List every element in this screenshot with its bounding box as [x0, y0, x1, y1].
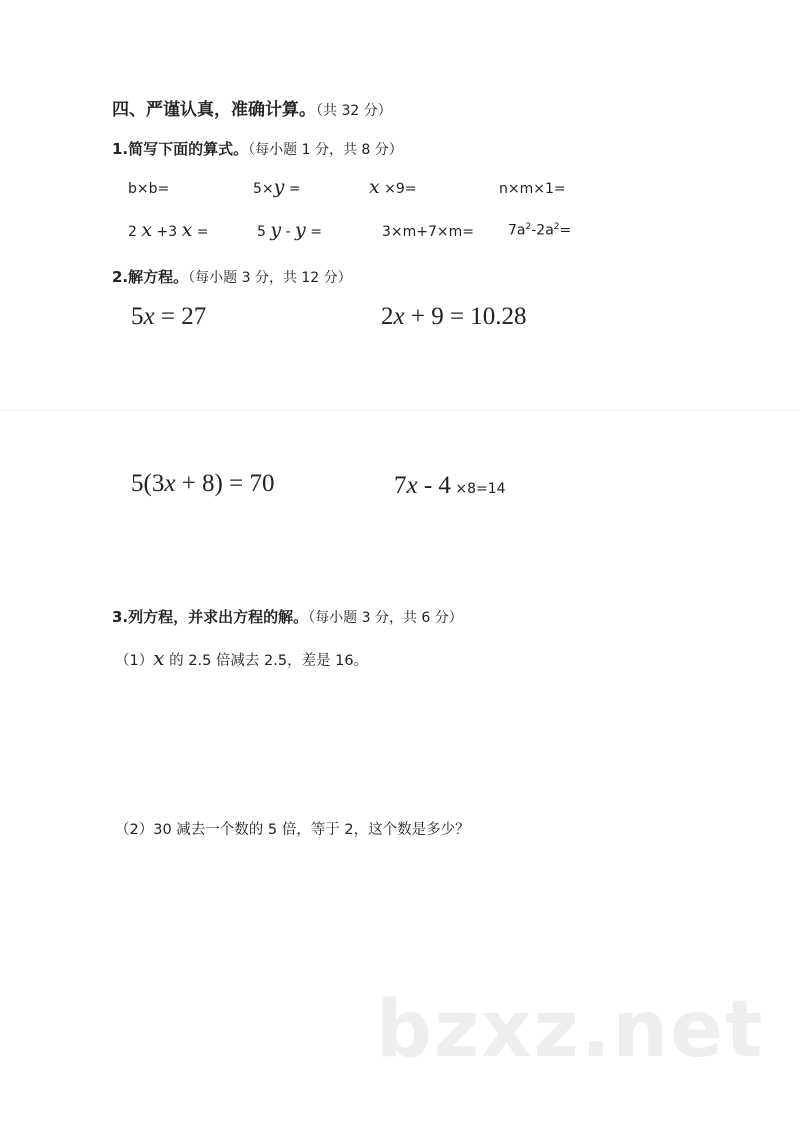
q3-p2-text: 30 减去一个数的 5 倍，等于 2，这个数是多少？ [153, 822, 470, 838]
q2-eq1-coef: 5 [131, 303, 144, 330]
q1-item-6-var2: y [295, 219, 306, 241]
q2-eq4-rest: ×8=14 [450, 481, 506, 497]
q3-p1-text: 的 2.5 倍减去 2.5，差是 16。 [164, 653, 369, 669]
q2-equation-1 [131, 303, 206, 331]
q1-item-3-suffix: ×9= [379, 181, 417, 197]
q1-item-8-exp2: 2 [553, 222, 560, 232]
q1-item-5-var1: x [141, 219, 153, 241]
q1-item-1 [128, 181, 169, 197]
q2-eq4-var: x [406, 472, 418, 499]
q2-eq4-mid: - 4 [417, 472, 451, 499]
q2-eq3-a: 5(3 [131, 470, 165, 497]
q3-note: （每小题 3 分，共 6 分） [308, 610, 463, 626]
q2-equation-4 [394, 472, 506, 500]
q3-p1-number: （1） [115, 653, 154, 669]
q3-title: 3.列方程，并求出方程的解。 [112, 608, 309, 626]
q1-item-6-suffix: = [305, 224, 322, 240]
q3-p1-var: x [153, 646, 165, 670]
watermark: bzxz.net [376, 985, 765, 1075]
q1-item-2 [253, 176, 301, 198]
q2-eq3-rest: + 8) = 70 [175, 470, 275, 497]
q1-item-5-var2: x [181, 219, 193, 241]
q1-item-5-coef: 2 [128, 224, 142, 240]
q3-problem-2 [115, 818, 470, 839]
q1-item-3 [369, 176, 417, 198]
q1-item-2-var: y [273, 176, 285, 198]
q1-item-8-c: = [559, 222, 572, 239]
q1-note: （每小题 1 分，共 8 分） [248, 142, 403, 158]
q1-item-3-var: x [369, 176, 380, 198]
q1-item-4-text: n×m×1= [499, 181, 566, 197]
q2-eq2-coef: 2 [381, 303, 394, 330]
scan-fold-line [0, 410, 800, 411]
section-heading [112, 95, 392, 120]
q1-item-5-suffix: = [192, 224, 209, 240]
q3-p2-number: （2） [115, 822, 154, 838]
q1-item-8-exp1: 2 [525, 222, 532, 232]
q1-item-7-text: 3×m+7×m= [382, 224, 475, 240]
q1-item-2-suffix: = [284, 181, 301, 197]
q1-item-6-coef: 5 [257, 224, 271, 240]
q2-eq2-rest: + 9 = 10.28 [404, 303, 527, 330]
q1-item-8 [508, 222, 571, 239]
q1-item-6-mid: - [281, 224, 296, 240]
q1-heading [112, 138, 403, 159]
q1-title: 1.简写下面的算式。 [112, 140, 249, 158]
q1-item-1-text: b×b= [128, 181, 170, 197]
q3-problem-1 [115, 646, 368, 670]
q2-eq1-rest: = 27 [154, 303, 207, 330]
q2-title: 2.解方程。 [112, 268, 189, 286]
q1-item-7 [382, 224, 474, 240]
q1-item-5 [128, 219, 209, 241]
q1-item-8-b: -2a [531, 222, 554, 239]
q1-item-5-mid: +3 [152, 224, 182, 240]
q2-eq4-coef: 7 [394, 472, 407, 499]
q2-equation-3 [131, 470, 274, 498]
q2-note: （每小题 3 分，共 12 分） [188, 270, 352, 286]
section-points: （共 32 分） [316, 103, 392, 119]
q2-eq2-var: x [393, 303, 405, 330]
q1-item-6 [257, 219, 322, 241]
q1-item-6-var1: y [270, 219, 282, 241]
q1-item-8-a: 7a [508, 222, 526, 239]
q1-item-2-prefix: 5× [253, 181, 274, 197]
q2-eq3-var: x [164, 470, 176, 497]
q2-eq1-var: x [143, 303, 155, 330]
q2-heading [112, 266, 352, 287]
q1-item-4 [499, 181, 566, 197]
section-title: 四、严谨认真，准确计算。 [112, 100, 316, 120]
q2-equation-2 [381, 303, 527, 331]
q3-heading [112, 606, 463, 627]
